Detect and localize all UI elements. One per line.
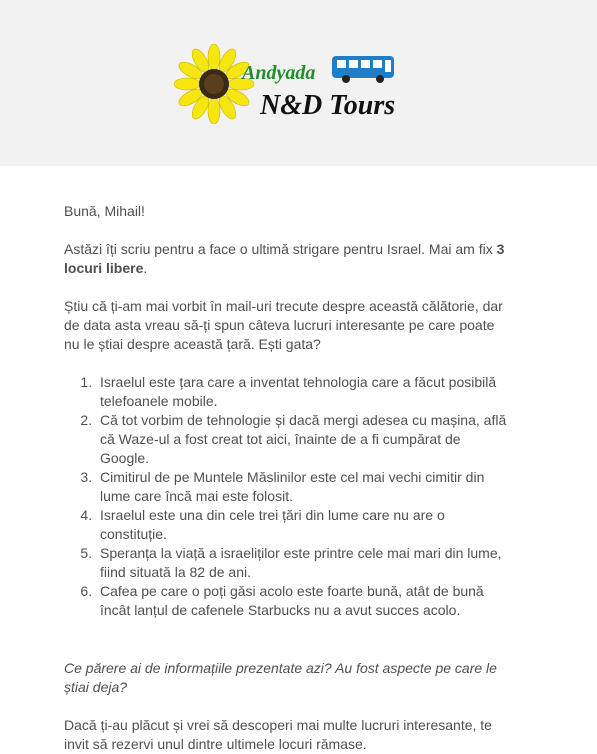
paragraph-2: Știu că ți-am mai vorbit în mail-uri trecute despre această călătorie, dar de data asta vreau să-ți spun câteva lucruri interesante pe care poate nu le știai despre această țară. Ești gata?	[64, 298, 503, 352]
email-header	[0, 0, 597, 166]
list-item: 5. Speranța la viață a israeliților este printre cele mai mari din lume, fiind situată la 82 de ani.	[96, 544, 508, 582]
brand-bottom-text: N&D Tours	[260, 90, 396, 121]
greeting: Bună, Mihail!	[64, 203, 145, 219]
facts-list	[64, 373, 508, 620]
sunflower-bus-logo	[172, 44, 412, 124]
intro-paragraph	[64, 240, 508, 278]
intro-bold-text: 3 locuri libere	[64, 241, 505, 276]
list-item: 3. Cimitirul de pe Muntele Măslinilor este cel mai vechi cimitir din lume care încă mai este folosit.	[96, 468, 508, 506]
list-item: 6. Cafea pe care o poți găsi acolo este foarte bună, atât de bună încât lanțul de cafenele Starbucks nu a avut succes acolo.	[96, 582, 508, 620]
list-item: 1. Israelul este țara care a inventat tehnologia care a făcut posibilă telefoanele mobile.	[96, 373, 508, 411]
closing-paragraph: Dacă ți-au plăcut și vrei să descoperi mai multe lucruri interesante, te invit să rezervi unul dintre ultimele locuri rămase.	[64, 717, 492, 752]
list-item: 2. Că tot vorbim de tehnologie și dacă mergi adesea cu mașina, află că Waze-ul a fost creat tot aici, înainte de a fi cumpărat de Google.	[96, 411, 508, 468]
question-paragraph: Ce părere ai de informațiile prezentate azi? Au fost aspecte pe care le știai deja?	[64, 660, 497, 695]
intro-end: .	[143, 260, 148, 276]
intro-text: Astăzi îți scriu pentru a face o ultimă strigare pentru Israel. Mai am fix	[64, 241, 497, 257]
list-item: 4. Israelul este una din cele trei țări din lume care nu are o constituție.	[96, 506, 508, 544]
email-body	[0, 166, 508, 754]
brand-top-text: Andyada	[242, 62, 316, 84]
brand-logo[interactable]	[172, 44, 412, 124]
